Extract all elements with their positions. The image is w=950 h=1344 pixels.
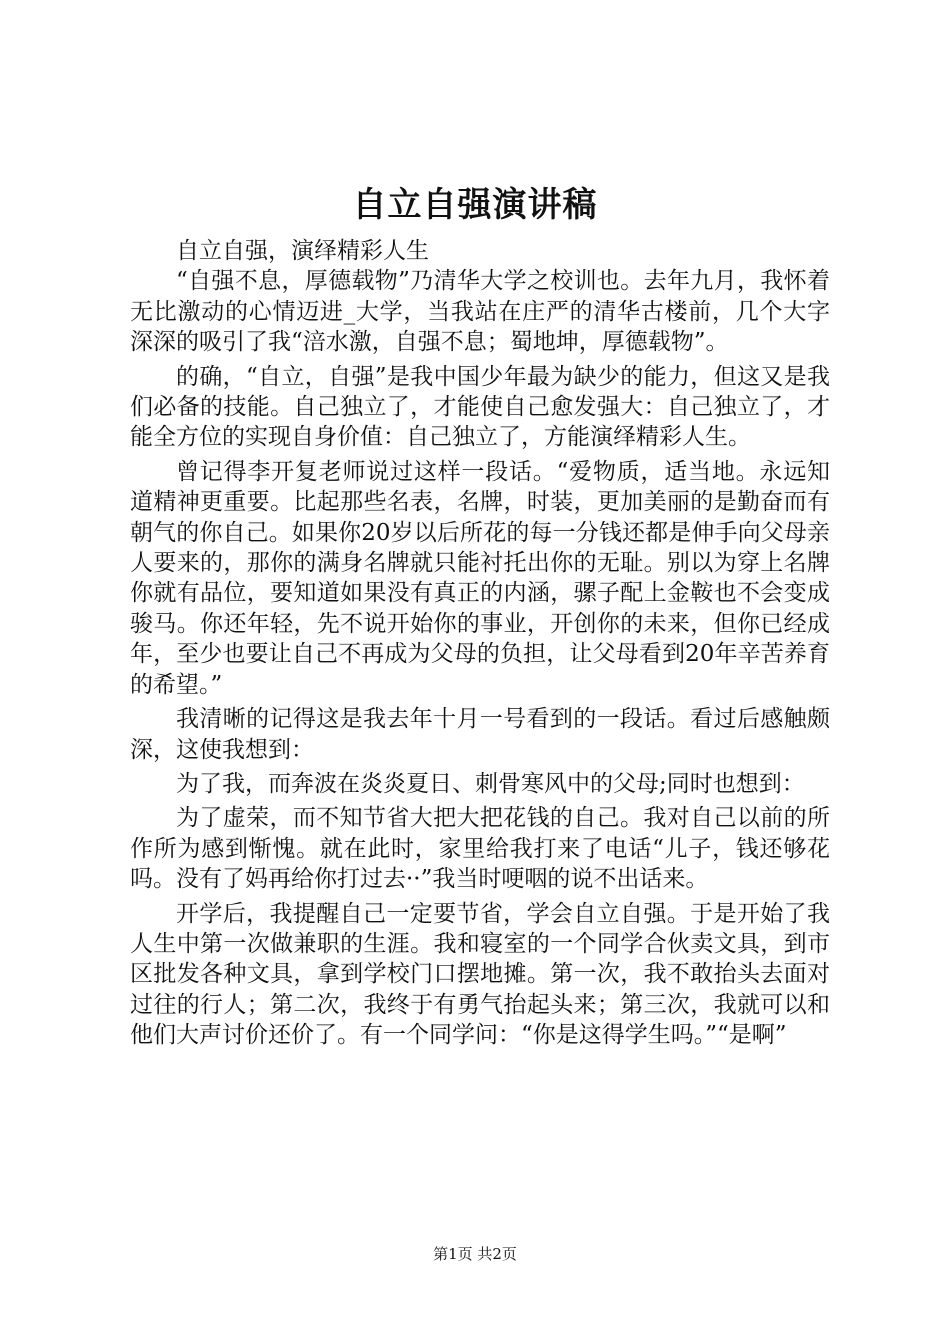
page-number: 第1页 共2页 [433,1245,517,1263]
paragraph-motto: “自强不息，厚德载物”乃清华大学之校训也。去年九月，我怀着无比激动的心情迈进_大学，当我站在庄严的清华古楼前，几个大字深深的吸引了我“涪水激，自强不息；蜀地坤，厚德载物”。 [130,268,830,356]
paragraph-parttime: 开学后，我提醒自己一定要节省，学会自立自强。于是开始了我人生中第一次做兼职的生涯。我和寝室的一个同学合伙卖文具，到市区批发各种文具，拿到学校门口摆地摊。第一次，我不敢抬头去面对过往的行人；第二次，我终于有勇气抬起头来；第三次，我就可以和他们大声讨价还价了。有一个同学问：“你是这得学生吗。”“是啊” [130,900,830,1049]
paragraph-vanity: 为了虚荣，而不知节省大把大把花钱的自己。我对自己以前的所作所为感到惭愧。就在此时，家里给我打来了电话“儿子，钱还够花吗。没有了妈再给你打过去··”我当时哽咽的说不出话来。 [130,805,830,893]
document-body [130,236,830,1051]
paragraph-quote: 曾记得李开复老师说过这样一段话。“爱物质，适当地。永远知道精神更重要。比起那些名表，名牌，时装，更加美丽的是勤奋而有朝气的你自己。如果你20岁以后所花的每一分钱还都是伸手向父母亲人要来的，那你的满身名牌就只能衬托出你的无耻。别以为穿上名牌你就有品位，要知道如果没有真正的内涵，骡子配上金鞍也不会变成骏马。你还年轻，先不说开始你的事业，开创你的未来，但你已经成年，至少也要让自己不再成为父母的负担，让父母看到20年辛苦养育的希望。” [130,458,830,698]
document-title: 自立自强演讲稿 [352,185,598,225]
paragraph-independence: 的确，“自立，自强”是我中国少年最为缺少的能力，但这又是我们必备的技能。自己独立了，才能使自己愈发强大：自己独立了，才能全方位的实现自身价值：自己独立了，方能演绎精彩人生。 [130,363,830,451]
paragraph-memory: 我清晰的记得这是我去年十月一号看到的一段话。看过后感触颇深，这使我想到： [130,706,830,763]
paragraph-subtitle: 自立自强，演绎精彩人生 [176,238,429,264]
paragraph-parents: 为了我，而奔波在炎炎夏日、刺骨寒风中的父母;同时也想到： [176,770,805,797]
